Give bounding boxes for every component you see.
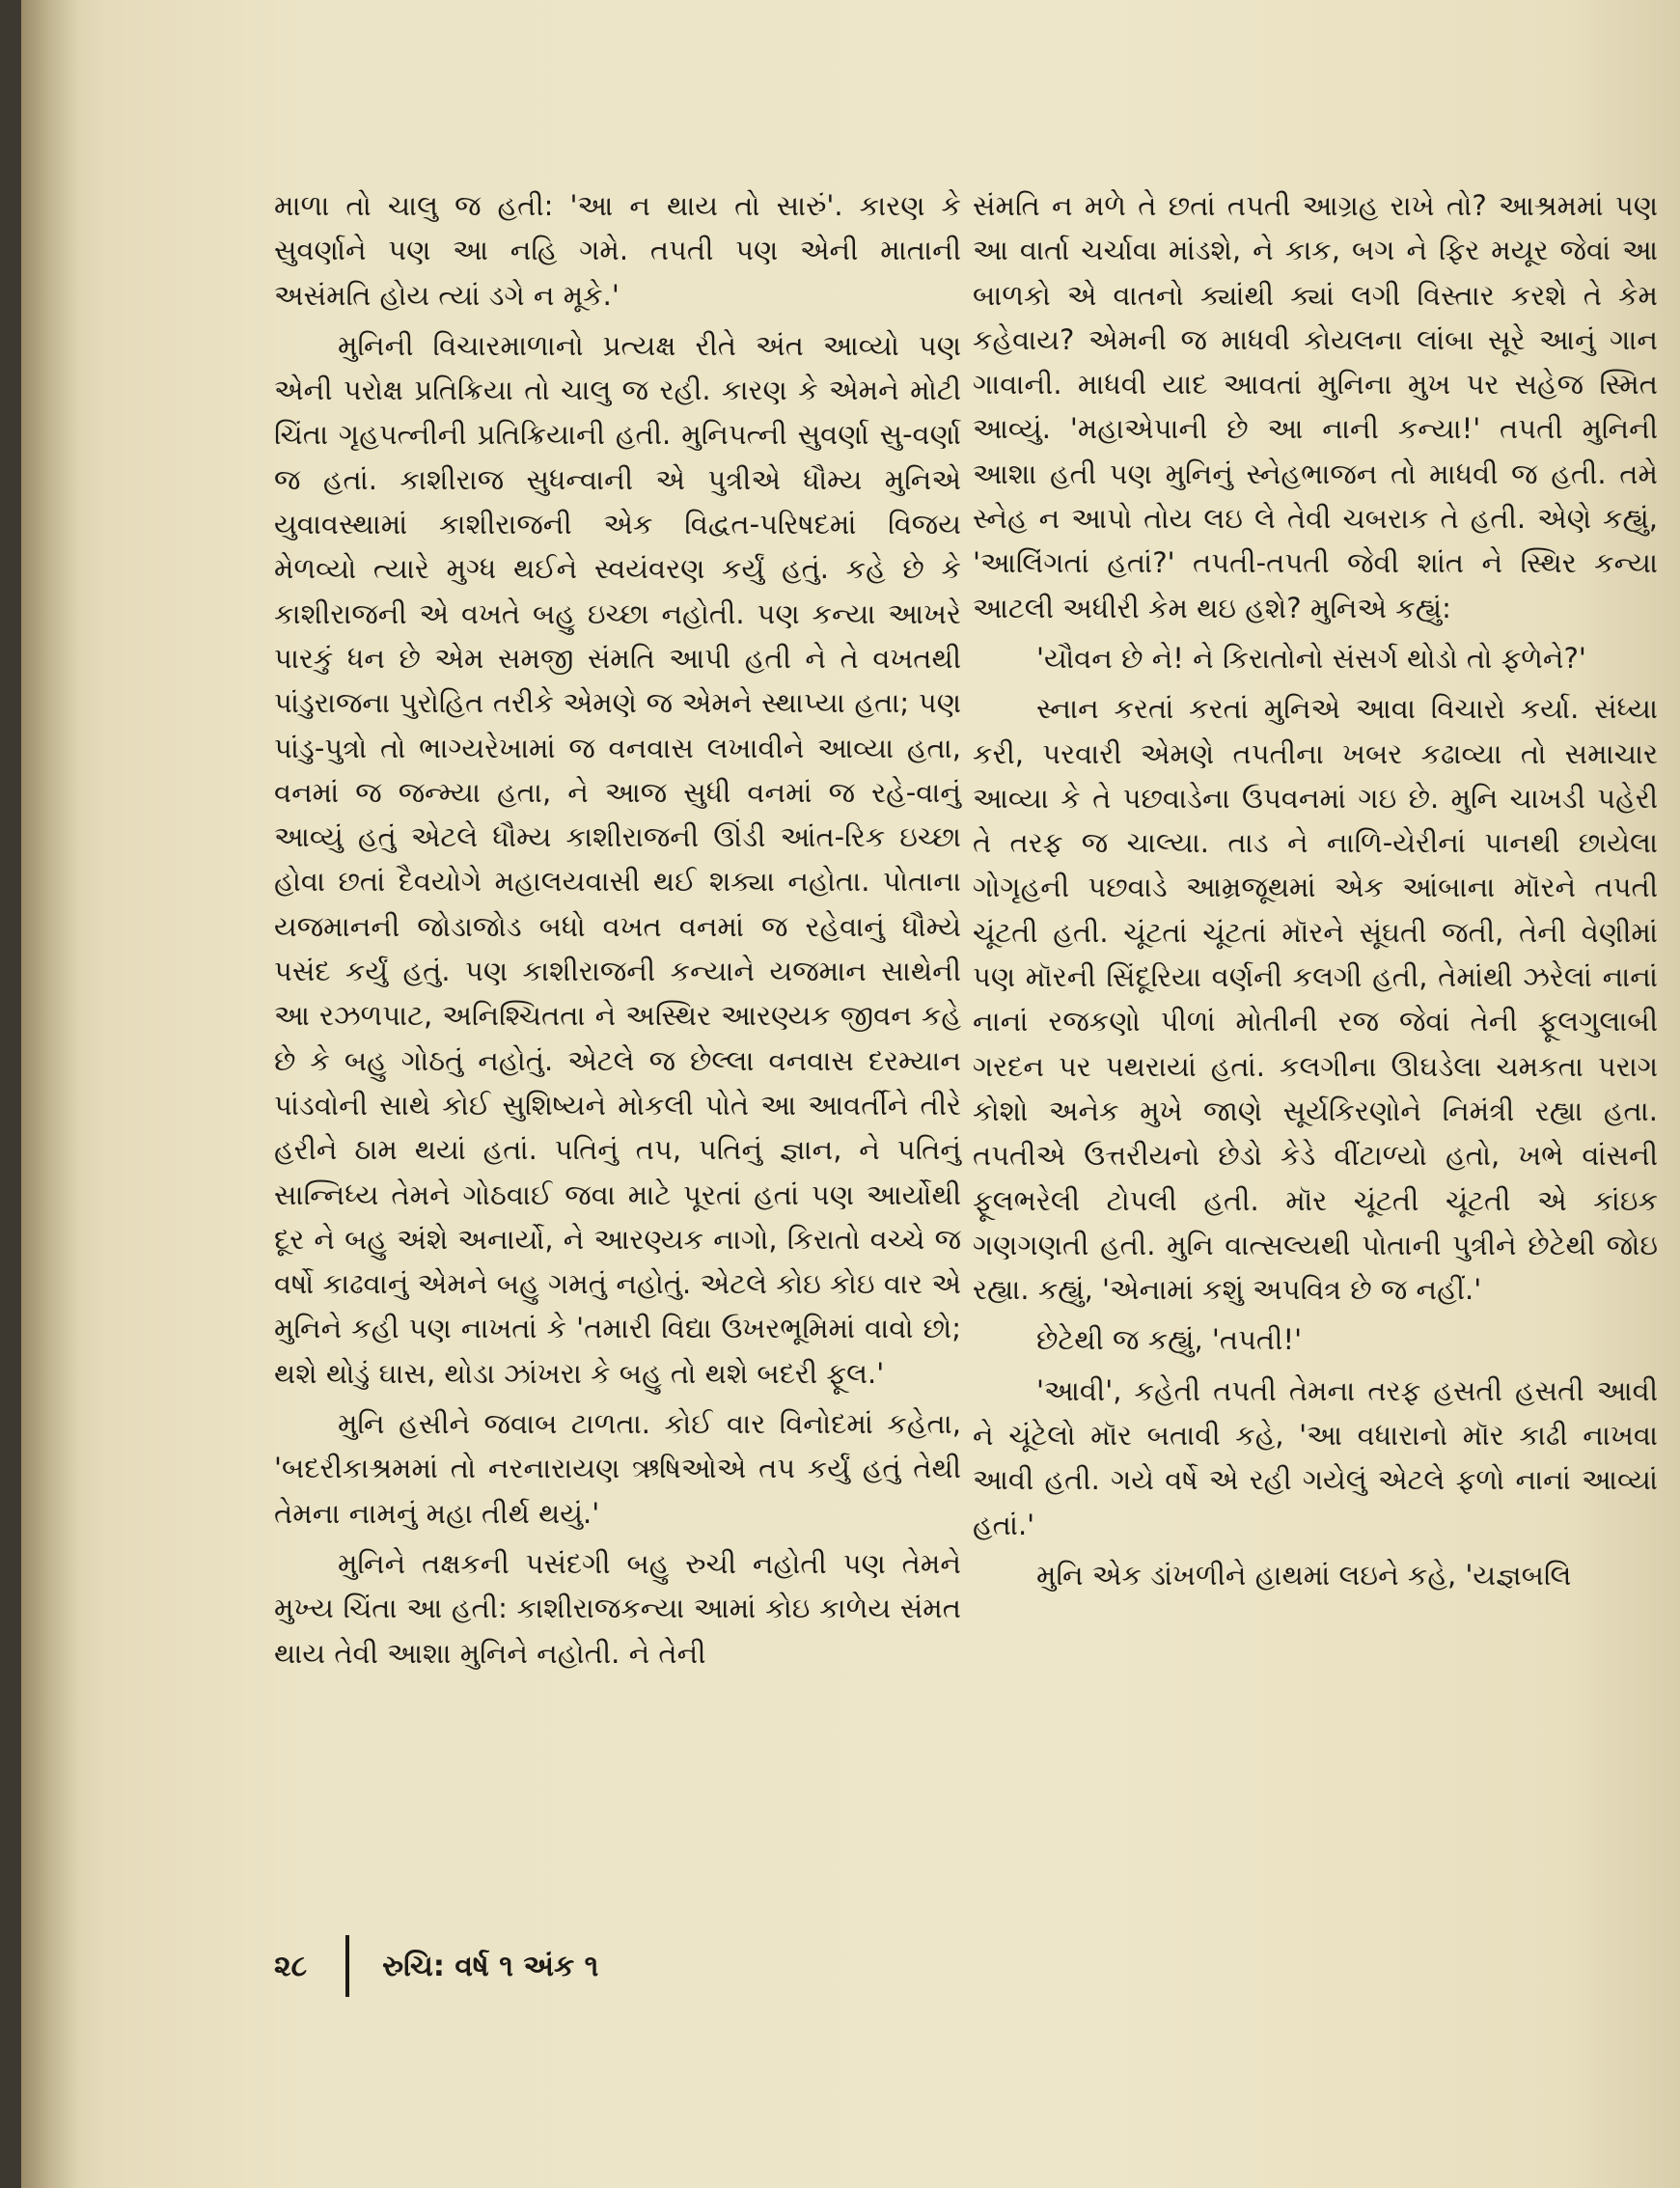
paragraph: મુનિ હસીને જવાબ ટાળતા. કોઈ વાર વિનોદમાં કહેતા, 'બદરીકાશ્રમમાં તો નરનારાયણ ઋષિઓએ તપ કર્યું હતું તેથી તેમના નામનું મહા તીર્થ થયું.' [274,1407,961,1530]
footer-divider [345,1935,349,1997]
paragraph: મુનિને તક્ષકની પસંદગી બહુ રુચી નહોતી પણ તેમને મુખ્ય ચિંતા આ હતી: કાશીરાજકન્યા આમાં કોઇ કાળેય સંમત થાય તેવી આશા મુનિને નહોતી. ને તેની [274,1546,961,1670]
paragraph: સંમતિ ન મળે તે છતાં તપતી આગ્રહ રાખે તો? આશ્રમમાં પણ આ વાર્તા ચર્ચાવા માંડશે, ને કાક, બગ ને ફિર મયૂર જેવાં આ બાળકો એ વાતનો ક્યાંથી ક્યાં લગી વિસ્તાર કરશે તે કેમ કહેવાય? એમની જ માધવી કોયલના લાંબા સૂરે આનું ગાન ગાવાની. માધવી યાદ આવતાં મુનિના મુખ પર સહેજ સ્મિત આવ્યું. 'મહાએપાની છે આ નાની કન્યા!' તપતી મુનિની આશા હતી પણ મુનિનું સ્નેહભાજન તો માધવી જ હતી. તમે સ્નેહ ન આપો તોય લઇ લે તેવી ચબરાક તે હતી. એણે કહ્યું, 'આલિંગતાં હતાં?' તપતી-તપતી જેવી શાંત ને સ્થિર કન્યા આટલી અધીરી કેમ થઇ હશે? મુનિએ કહ્યું: [973,189,1658,624]
magazine-page [21,0,1680,2188]
page-footer [274,1940,598,1992]
paragraph: માળા તો ચાલુ જ હતી: 'આ ન થાય તો સારું'. કારણ કે સુવર્ણાને પણ આ નહિ ગમે. તપતી પણ એની માતાની અસંમતિ હોય ત્યાં ડગે ન મૂકે.' [274,189,961,312]
paragraph: મુનિની વિચારમાળાનો પ્રત્યક્ષ રીતે અંત આવ્યો પણ એની પરોક્ષ પ્રતિક્રિયા તો ચાલુ જ રહી. કારણ કે એમને મોટી ચિંતા ગૃહપત્નીની પ્રતિક્રિયાની હતી. મુનિપત્ની સુવર્ણા સુ-વર્ણા જ હતાં. કાશીરાજ સુધન્વાની એ પુત્રીએ ધૌમ્ય મુનિએ યુવાવસ્થામાં કાશીરાજની એક વિદ્વત-પરિષદમાં વિજય મેળવ્યો ત્યારે મુગ્ધ થઈને સ્વયંવરણ કર્યું હતું. કહે છે કે કાશીરાજની એ વખતે બહુ ઇચ્છા નહોતી. પણ કન્યા આખરે પારકું ધન છે એમ સમજી સંમતિ આપી હતી ને તે વખતથી પાંડુરાજના પુરોહિત તરીકે એમણે જ એમને સ્થાપ્યા હતા; પણ પાંડુ-પુત્રો તો ભાગ્યરેખામાં જ વનવાસ લખાવીને આવ્યા હતા, વનમાં જ જન્મ્યા હતા, ને આજ સુધી વનમાં જ રહે-વાનું આવ્યું હતું એટલે ધૌમ્ય કાશીરાજની ઊંડી આંત-રિક ઇચ્છા હોવા છતાં દૈવયોગે મહાલયવાસી થઈ શક્યા નહોતા. પોતાના યજમાનની જોડાજોડ બધો વખત વનમાં જ રહેવાનું ધૌમ્યે પસંદ કર્યું હતું. પણ કાશીરાજની કન્યાને યજમાન સાથેની આ રઝળપાટ, અનિશ્ચિતતા ને અસ્થિર આરણ્યક જીવન કહે છે કે બહુ ગોઠતું નહોતું. એટલે જ છેલ્લા વનવાસ દરમ્યાન પાંડવોની સાથે કોઈ સુશિષ્યને મોકલી પોતે આ આવર્તીને તીરે હરીને ઠામ થયાં હતાં. પતિનું તપ, પતિનું જ્ઞાન, ને પતિનું સાન્નિધ્ય તેમને ગોઠવાઈ જવા માટે પૂરતાં હતાં પણ આર્યોથી દૂર ને બહુ અંશે અનાર્યો, ને આરણ્યક નાગો, કિરાતો વચ્ચે જ વર્ષો કાઢવાનું એમને બહુ ગમતું નહોતું. એટલે કોઇ કોઇ વાર એ મુનિને કહી પણ નાખતાં કે 'તમારી વિદ્યા ઉખરભૂમિમાં વાવો છો; થશે થોડું ઘાસ, થોડા ઝાંખરા કે બહુ તો થશે બદરી ફૂલ.' [274,328,961,1390]
page-number: ૨૮ [274,1949,308,1983]
right-text-column [973,183,1658,1603]
paragraph: 'આવી', કહેતી તપતી તેમના તરફ હસતી હસતી આવી ને ચૂંટેલો મૉર બતાવી કહે, 'આ વધારાનો મૉર કાઢી નાખવા આવી હતી. ગયે વર્ષે એ રહી ગયેલું એટલે ફળો નાનાં આવ્યાં હતાં.' [973,1373,1658,1541]
paragraph: 'યૌવન છે ને! ને કિરાતોનો સંસર્ગ થોડો તો ફળેને?' [1036,641,1586,675]
paragraph: સ્નાન કરતાં કરતાં મુનિએ આવા વિચારો કર્યા. સંધ્યા કરી, પરવારી એમણે તપતીના ખબર કઢાવ્યા તો સમાચાર આવ્યા કે તે પછવાડેના ઉપવનમાં ગઇ છે. મુનિ ચાખડી પહેરી તે તરફ જ ચાલ્યા. તાડ ને નાળિ-યેરીનાં પાનથી છાયેલા ગોગૃહની પછવાડે આમ્રજૂથમાં એક આંબાના મૉરને તપતી ચૂંટતી હતી. ચૂંટતાં ચૂંટતાં મૉરને સૂંઘતી જતી, તેની વેણીમાં પણ મૉરની સિંદૂરિયા વર્ણની કલગી હતી, તેમાંથી ઝરેલાં નાનાં નાનાં રજકણો પીળાં મોતીની રજ જેવાં તેની ફૂલગુલાબી ગરદન પર પથરાયાં હતાં. કલગીના ઊઘડેલા ચમકતા પરાગ કોશો અનેક મુખે જાણે સૂર્યકિરણોને નિમંત્રી રહ્યા હતા. તપતીએ ઉત્તરીયનો છેડો કેડે વીંટાળ્યો હતો, ખભે વાંસની ફૂલભરેલી ટોપલી હતી. મૉર ચૂંટતી ચૂંટતી એ કાંઇક ગણગણતી હતી. મુનિ વાત્સલ્યથી પોતાની પુત્રીને છેટેથી જોઇ રહ્યા. કહ્યું, 'એનામાં કશું અપવિત્ર છે જ નહીં.' [973,692,1658,1307]
left-text-column [274,183,961,1681]
publication-title: રુચિ: વર્ષ ૧ અંક ૧ [382,1949,599,1983]
paragraph: મુનિ એક ડાંખળીને હાથમાં લઇને કહે, 'યજ્ઞબલિ [1036,1558,1572,1592]
paragraph: છેટેથી જ કહ્યું, 'તપતી!' [1036,1323,1303,1357]
page-binding-shadow [21,0,79,2188]
